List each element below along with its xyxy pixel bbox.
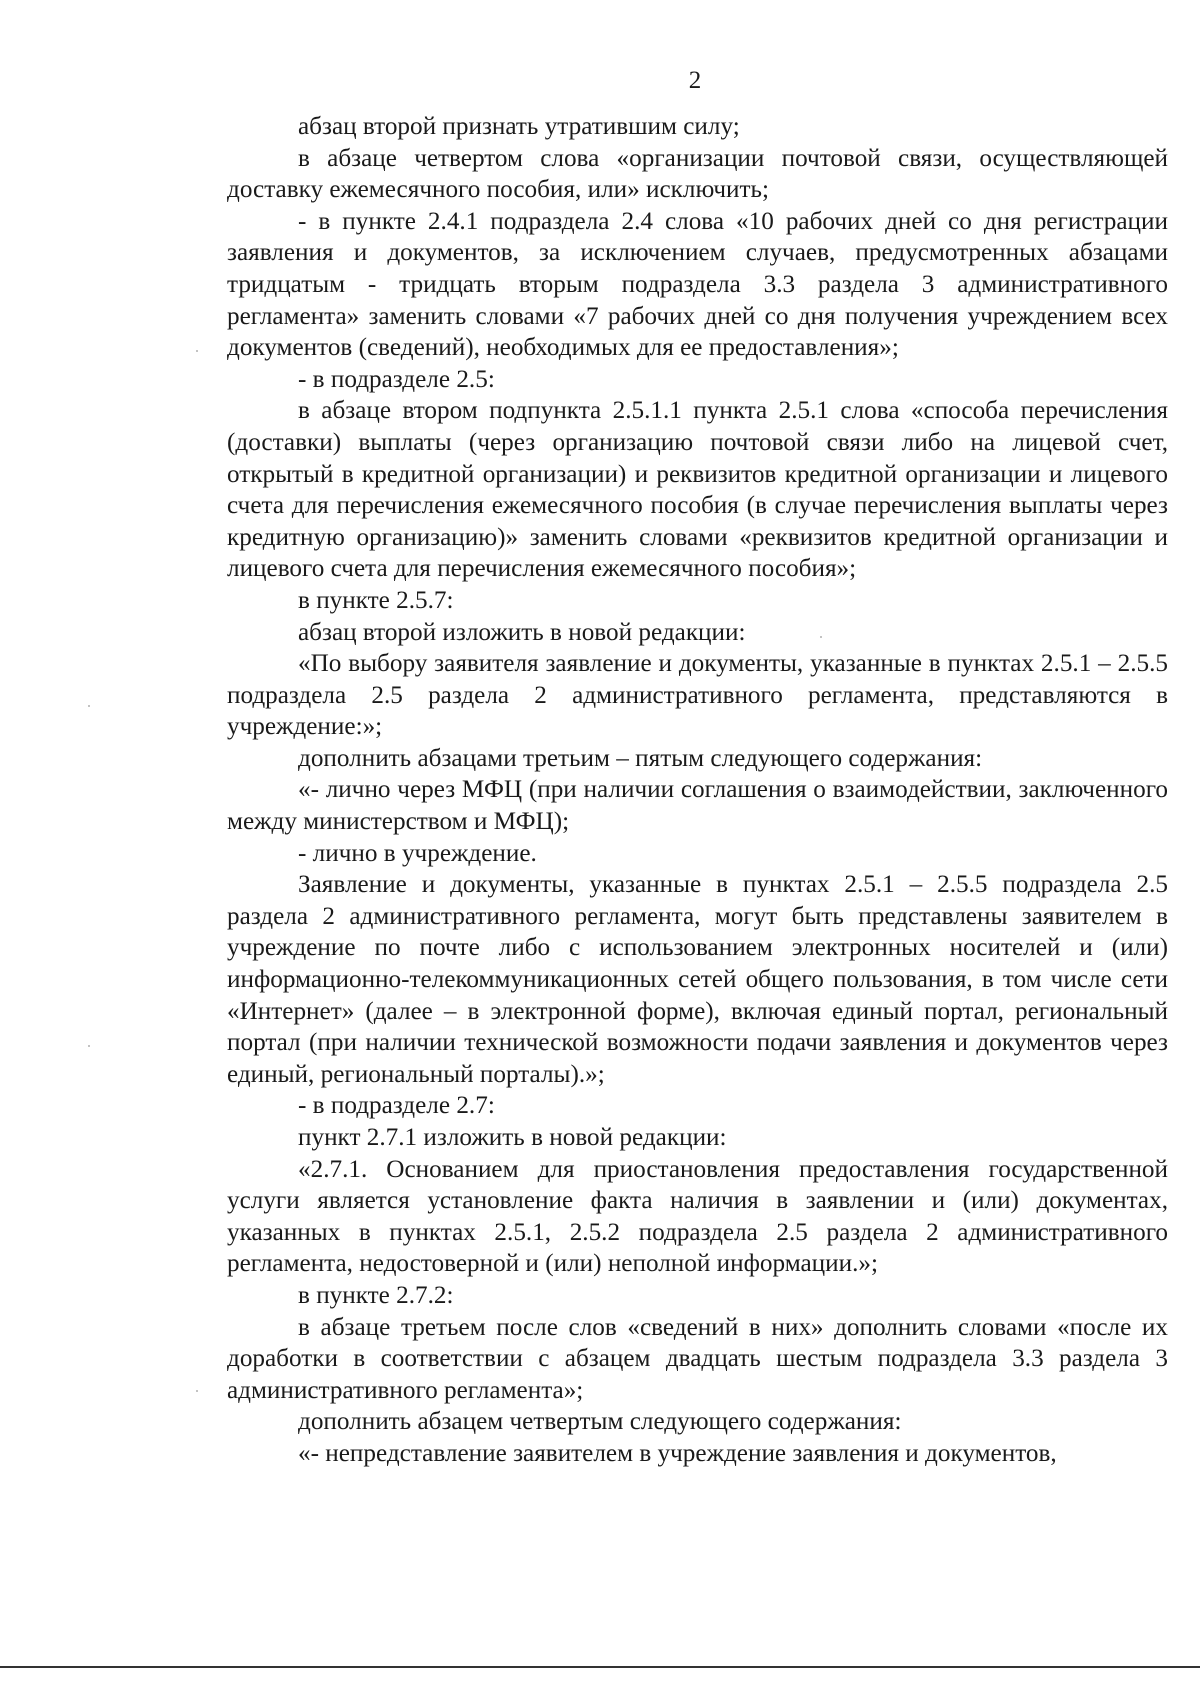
paragraph: - в подразделе 2.5:	[298, 365, 495, 393]
paragraph: в пункте 2.5.7:	[298, 586, 454, 614]
document-body	[227, 111, 1168, 1470]
paragraph: «2.7.1. Основанием для приостановления предоставления государственной услуги является установление факта наличия в заявлении и (или) документах, указанных в пунктах 2.5.1, 2.5.2 подраздела 2.5 раздела 2 административного регламента, недостоверной и (или) неполной информации.»;	[227, 1155, 1168, 1278]
paragraph: - в пункте 2.4.1 подраздела 2.4 слова «10 рабочих дней со дня регистрации заявления и документов, за исключением случаев, предусмотренных абзацами тридцатым - тридцать вторым подраздела 3.3 раздела 3 административного регламента» заменить словами «7 рабочих дней со дня получения учреждением всех документов (сведений), необходимых для ее предоставления»;	[227, 207, 1168, 362]
paragraph: - лично в учреждение.	[298, 839, 537, 867]
scan-artifact	[88, 1045, 90, 1047]
paragraph: абзац второй изложить в новой редакции:	[298, 618, 746, 646]
paragraph: в абзаце втором подпункта 2.5.1.1 пункта 2.5.1 слова «способа перечисления (доставки) выплаты (через организацию почтовой связи либо на лицевой счет, открытый в кредитной организации) и реквизитов кредитной организации и лицевого счета для перечисления ежемесячного пособия (в случае перечисления выплаты через кредитную организацию)» заменить словами «реквизитов кредитной организации и лицевого счета для перечисления ежемесячного пособия»;	[227, 397, 1168, 583]
paragraph: - в подразделе 2.7:	[298, 1092, 495, 1120]
scan-artifact	[196, 1390, 198, 1392]
bottom-rule	[0, 1666, 1200, 1668]
paragraph: «По выбору заявителя заявление и документы, указанные в пунктах 2.5.1 – 2.5.5 подраздела 2.5 раздела 2 административного регламента, представляются в учреждение:»;	[227, 650, 1168, 741]
paragraph: абзац второй признать утратившим силу;	[298, 113, 740, 140]
paragraph: дополнить абзацем четвертым следующего содержания:	[298, 1408, 902, 1436]
scan-artifact	[88, 705, 90, 707]
paragraph: в абзаце третьем после слов «сведений в них» дополнить словами «после их доработки в соответствии с абзацем двадцать шестым подраздела 3.3 раздела 3 административного регламента»;	[227, 1313, 1168, 1404]
paragraph: «- непредставление заявителем в учреждение заявления и документов,	[298, 1439, 1057, 1467]
page-number: 2	[688, 67, 702, 94]
paragraph: «- лично через МФЦ (при наличии соглашения о взаимодействии, заключенного между министерством и МФЦ);	[227, 776, 1168, 836]
scan-artifact	[196, 350, 198, 352]
paragraph: Заявление и документы, указанные в пунктах 2.5.1 – 2.5.5 подраздела 2.5 раздела 2 административного регламента, могут быть представлены заявителем в учреждение по почте либо с использованием электронных носителей и (или) информационно-телекоммуникационных сетей общего пользования, в том числе сети «Интернет» (далее – в электронной форме), включая единый портал, региональный портал (при наличии технической возможности подачи заявления и документов через единый, региональный порталы).»;	[227, 871, 1168, 1088]
paragraph: пункт 2.7.1 изложить в новой редакции:	[298, 1124, 727, 1151]
paragraph: в пункте 2.7.2:	[298, 1281, 454, 1309]
paragraph: в абзаце четвертом слова «организации почтовой связи, осуществляющей доставку ежемесячного пособия, или» исключить;	[227, 144, 1168, 204]
scan-artifact	[820, 636, 822, 638]
paragraph: дополнить абзацами третьим – пятым следующего содержания:	[298, 744, 983, 772]
